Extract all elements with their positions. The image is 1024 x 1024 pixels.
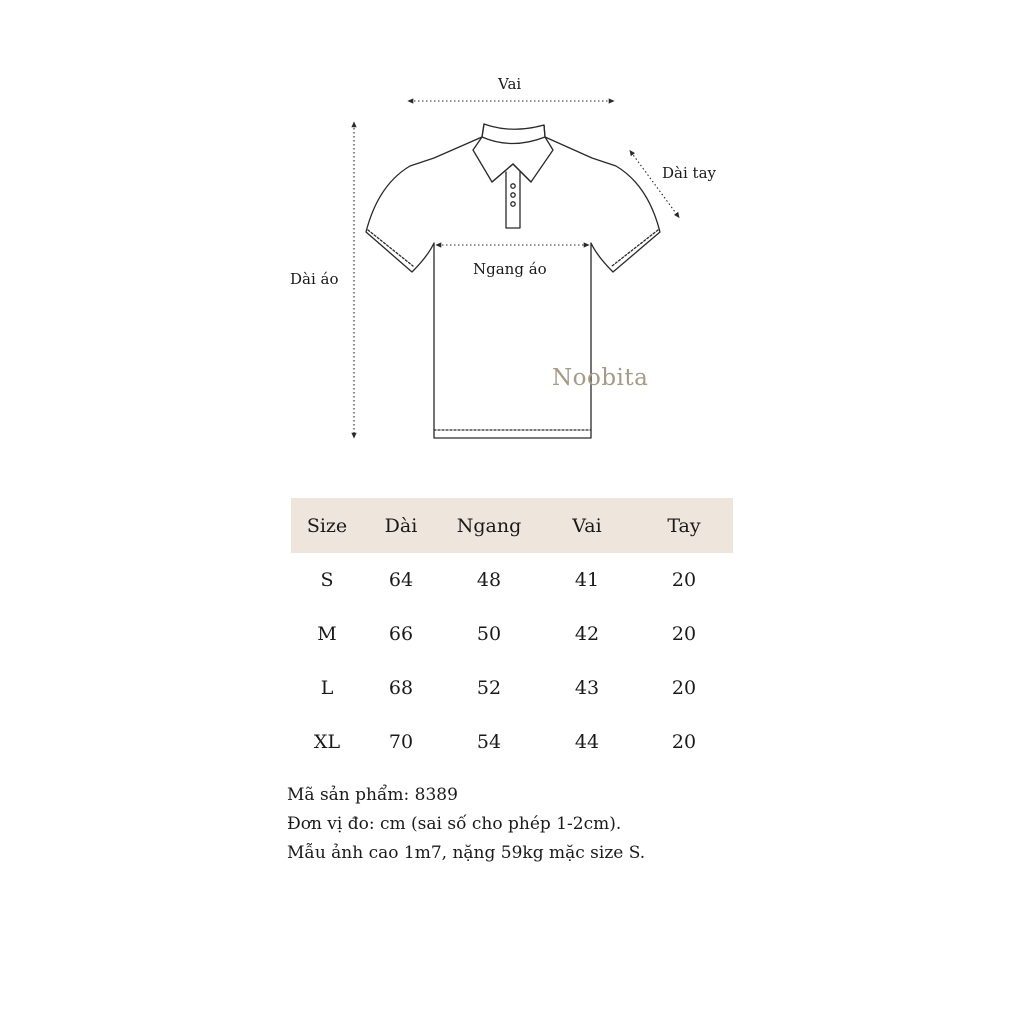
sleeve-length-label: Dài tay <box>662 164 716 182</box>
table-row <box>291 661 733 715</box>
cell-shoulder: 41 <box>574 569 600 591</box>
cell-shoulder: 42 <box>574 623 600 645</box>
header-width: Ngang <box>439 498 539 553</box>
cell-width: 50 <box>476 623 502 645</box>
cell-size: L <box>320 677 334 699</box>
header-sleeve: Tay <box>635 498 733 553</box>
cell-sleeve: 20 <box>671 623 697 645</box>
cell-length: 68 <box>388 677 414 699</box>
cell-sleeve: 20 <box>671 677 697 699</box>
shoulder-label: Vai <box>498 75 522 93</box>
model-note: Mẫu ảnh cao 1m7, nặng 59kg mặc size S. <box>287 843 646 863</box>
size-chart-table <box>291 498 733 769</box>
body-length-label: Dài áo <box>290 270 339 288</box>
chest-width-label: Ngang áo <box>473 260 547 278</box>
table-row <box>291 607 733 661</box>
cell-shoulder: 44 <box>574 731 600 753</box>
product-code-note: Mã sản phẩm: 8389 <box>287 785 458 805</box>
header-size: Size <box>291 498 363 553</box>
cell-length: 66 <box>388 623 414 645</box>
cell-sleeve: 20 <box>671 731 697 753</box>
table-row <box>291 553 733 607</box>
table-row <box>291 715 733 769</box>
cell-width: 54 <box>476 731 502 753</box>
cell-length: 70 <box>388 731 414 753</box>
cell-size: XL <box>313 731 341 753</box>
table-header-row <box>291 498 733 553</box>
polo-shirt-illustration <box>0 0 1024 480</box>
cell-sleeve: 20 <box>671 569 697 591</box>
header-length: Dài <box>363 498 439 553</box>
cell-size: M <box>317 623 337 645</box>
shirt-measurement-diagram <box>0 0 1024 480</box>
sleeve-arrow <box>631 152 678 216</box>
cell-size: S <box>320 569 334 591</box>
cell-width: 48 <box>476 569 502 591</box>
cell-shoulder: 43 <box>574 677 600 699</box>
cell-length: 64 <box>388 569 414 591</box>
header-shoulder: Vai <box>539 498 635 553</box>
product-notes <box>287 781 645 868</box>
cell-width: 52 <box>476 677 502 699</box>
brand-watermark: Noobita <box>552 365 649 391</box>
unit-note: Đơn vị đo: cm (sai số cho phép 1-2cm). <box>287 814 622 834</box>
